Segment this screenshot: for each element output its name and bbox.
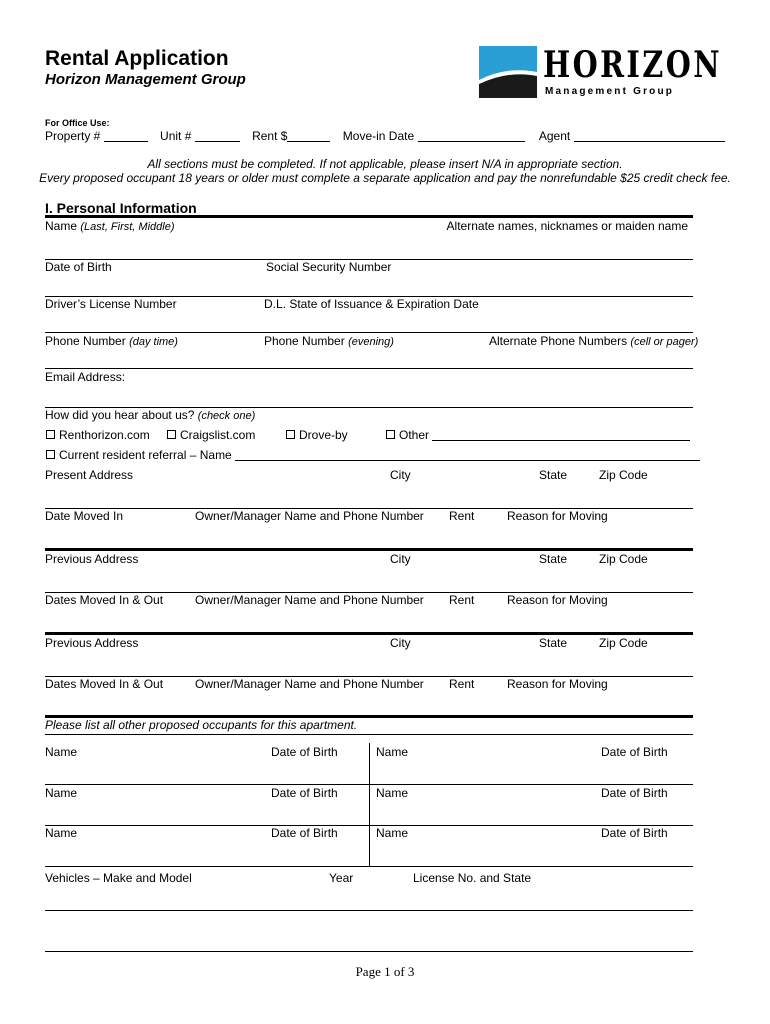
occupant-dob-label: Date of Birth xyxy=(601,745,668,759)
dl-line[interactable] xyxy=(45,332,693,333)
company-logo xyxy=(479,44,722,100)
hear-label: How did you hear about us? (check one) xyxy=(45,408,256,422)
instructions-line-1: All sections must be completed. If not applicable, please insert N/A in appropriate section. xyxy=(147,157,623,171)
rent-field[interactable] xyxy=(287,130,330,142)
occupant-line[interactable] xyxy=(45,825,693,826)
state-label: State xyxy=(539,468,568,482)
other-field[interactable] xyxy=(432,429,690,441)
previous-address-label: Previous Address xyxy=(45,636,139,650)
vehicle-year-label: Year xyxy=(329,871,354,885)
dl-number-label: Driver’s License Number xyxy=(45,297,177,311)
option-referral[interactable]: Current resident referral – Name xyxy=(46,448,700,462)
occupant-name-label: Name xyxy=(376,786,409,800)
checkbox-icon[interactable] xyxy=(46,430,55,439)
section-heading: I. Personal Information xyxy=(45,200,197,216)
unit-label: Unit # xyxy=(160,129,192,143)
rent-label: Rent $ xyxy=(252,129,288,143)
option-renthorizon[interactable]: Renthorizon.com xyxy=(46,428,150,442)
horizon-logo-mark-icon xyxy=(479,46,537,98)
alt-names-label: Alternate names, nicknames or maiden name xyxy=(446,219,688,233)
rent-label: Rent xyxy=(449,677,475,691)
occupant-dob-label: Date of Birth xyxy=(271,745,338,759)
phone-line[interactable] xyxy=(45,368,693,369)
agent-field[interactable] xyxy=(574,130,725,142)
phone-eve-label: Phone Number (evening) xyxy=(264,334,394,348)
page-title: Rental Application xyxy=(45,47,229,70)
reason-label: Reason for Moving xyxy=(507,509,608,523)
occupants-rule xyxy=(45,734,693,735)
dl-state-label: D.L. State of Issuance & Expiration Date xyxy=(264,297,479,311)
instructions-line-2: Every proposed occupant 18 years or older must complete a separate application and pay the nonrefundable $25 credit check fee. xyxy=(39,171,731,185)
city-label: City xyxy=(390,468,411,482)
zip-label: Zip Code xyxy=(599,636,648,650)
owner-label: Owner/Manager Name and Phone Number xyxy=(195,509,424,523)
present-section-rule xyxy=(45,548,693,551)
owner-label: Owner/Manager Name and Phone Number xyxy=(195,677,424,691)
city-label: City xyxy=(390,636,411,650)
rent-label: Rent xyxy=(449,593,475,607)
state-label: State xyxy=(539,636,568,650)
previous-section-rule xyxy=(45,632,693,635)
occupant-name-label: Name xyxy=(45,826,78,840)
occupant-name-label: Name xyxy=(376,826,409,840)
dates-moved-label: Dates Moved In & Out xyxy=(45,677,164,691)
occupant-dob-label: Date of Birth xyxy=(271,826,338,840)
vehicle-license-label: License No. and State xyxy=(413,871,532,885)
property-label: Property # xyxy=(45,129,101,143)
occupant-line[interactable] xyxy=(45,866,693,867)
option-craigslist[interactable]: Craigslist.com xyxy=(167,428,255,442)
dob-label: Date of Birth xyxy=(45,260,112,274)
occupant-dob-label: Date of Birth xyxy=(601,786,668,800)
phone-alt-label: Alternate Phone Numbers (cell or pager) xyxy=(489,334,699,348)
date-moved-in-label: Date Moved In xyxy=(45,509,124,523)
page-subtitle: Horizon Management Group xyxy=(45,71,246,88)
page-number: Page 1 of 3 xyxy=(355,964,415,979)
zip-label: Zip Code xyxy=(599,552,648,566)
zip-label: Zip Code xyxy=(599,468,648,482)
city-label: City xyxy=(390,552,411,566)
occupant-dob-label: Date of Birth xyxy=(271,786,338,800)
vehicle-line[interactable] xyxy=(45,951,693,952)
previous-address-label: Previous Address xyxy=(45,552,139,566)
checkbox-icon[interactable] xyxy=(167,430,176,439)
occupants-divider xyxy=(369,743,370,866)
dates-moved-label: Dates Moved In & Out xyxy=(45,593,164,607)
option-other[interactable]: Other xyxy=(386,428,690,442)
ssn-label: Social Security Number xyxy=(266,260,392,274)
option-droveby[interactable]: Drove-by xyxy=(286,428,348,442)
rent-label: Rent xyxy=(449,509,475,523)
logo-tagline: Management Group xyxy=(545,86,675,97)
state-label: State xyxy=(539,552,568,566)
owner-label: Owner/Manager Name and Phone Number xyxy=(195,593,424,607)
occupants-intro: Please list all other proposed occupants for this apartment. xyxy=(45,718,358,732)
property-field[interactable] xyxy=(104,130,148,142)
phone-day-label: Phone Number (day time) xyxy=(45,334,178,348)
reason-label: Reason for Moving xyxy=(507,593,608,607)
checkbox-icon[interactable] xyxy=(286,430,295,439)
section-rule xyxy=(45,215,693,218)
vehicle-make-label: Vehicles – Make and Model xyxy=(45,871,192,885)
checkbox-icon[interactable] xyxy=(386,430,395,439)
occupant-name-label: Name xyxy=(376,745,409,759)
occupant-line[interactable] xyxy=(45,784,693,785)
office-use-row xyxy=(45,129,725,143)
movein-field[interactable] xyxy=(418,130,525,142)
name-label: Name (Last, First, Middle) xyxy=(45,219,175,233)
occupant-name-label: Name xyxy=(45,745,78,759)
reason-label: Reason for Moving xyxy=(507,677,608,691)
occupant-name-label: Name xyxy=(45,786,78,800)
vehicle-line[interactable] xyxy=(45,910,693,911)
agent-label: Agent xyxy=(538,129,571,143)
office-use-label: For Office Use: xyxy=(45,118,110,128)
movein-label: Move-in Date xyxy=(342,129,415,143)
checkbox-icon[interactable] xyxy=(46,450,55,459)
referral-field[interactable] xyxy=(235,449,700,461)
present-address-label: Present Address xyxy=(45,468,134,482)
occupant-dob-label: Date of Birth xyxy=(601,826,668,840)
email-label: Email Address: xyxy=(45,370,126,384)
unit-field[interactable] xyxy=(195,130,240,142)
logo-word: HORIZON xyxy=(543,44,722,86)
